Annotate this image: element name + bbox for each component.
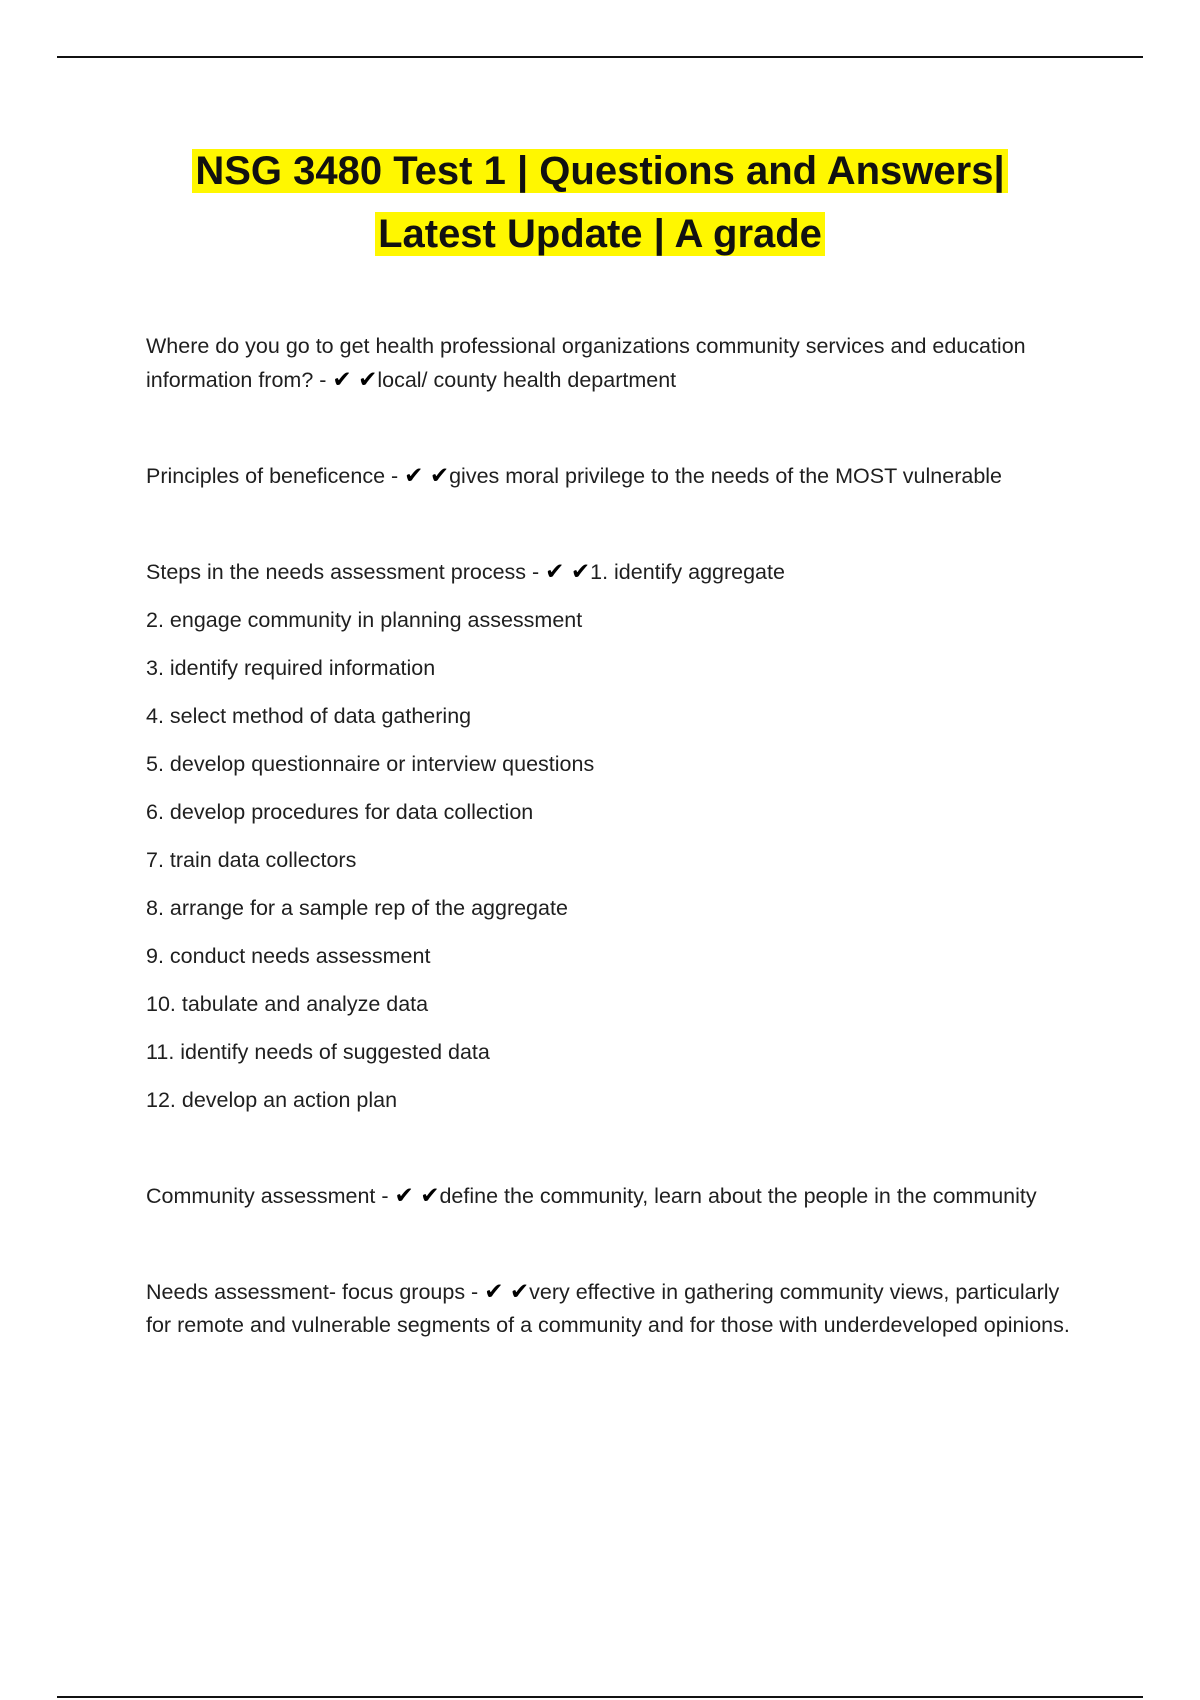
question-text: Where do you go to get health professional organizations community services and education information from? - — [146, 334, 1026, 392]
list-item: 11. identify needs of suggested data — [146, 1040, 490, 1064]
question-text: Principles of beneficence - — [146, 464, 399, 488]
page-title — [0, 140, 1200, 266]
check-mark-icon: ✔ ✔ — [545, 558, 591, 584]
list-item: 12. develop an action plan — [146, 1088, 398, 1112]
qa-item — [146, 459, 1076, 493]
list-item: 5. develop questionnaire or interview questions — [146, 752, 595, 776]
steps-list — [146, 604, 1076, 1117]
check-mark-icon: ✔ ✔ — [484, 1278, 530, 1304]
question-text: Steps in the needs assessment process - — [146, 560, 540, 584]
list-item: 6. develop procedures for data collection — [146, 800, 534, 824]
qa-item — [146, 330, 1076, 397]
answer-text: 1. identify aggregate — [590, 560, 785, 584]
list-item: 10. tabulate and analyze data — [146, 992, 429, 1016]
list-item: 3. identify required information — [146, 656, 436, 680]
check-mark-icon: ✔ ✔ — [332, 366, 378, 392]
check-mark-icon: ✔ ✔ — [394, 1182, 440, 1208]
question-text: Needs assessment- focus groups - — [146, 1280, 479, 1304]
answer-text: local/ county health department — [377, 368, 677, 392]
answer-text: define the community, learn about the people in the community — [439, 1184, 1037, 1208]
question-text: Community assessment - — [146, 1184, 389, 1208]
list-item: 4. select method of data gathering — [146, 704, 472, 728]
answer-text: very effective in gathering community views, particularly for remote and vulnerable segments of a community and for those with underdeveloped opinions. — [146, 1280, 1070, 1337]
title-line-2: Latest Update | A grade — [375, 212, 825, 256]
title-line-1: NSG 3480 Test 1 | Questions and Answers| — [192, 149, 1007, 193]
check-mark-icon: ✔ ✔ — [404, 462, 450, 488]
top-rule — [57, 56, 1143, 58]
qa-item — [146, 555, 1076, 589]
bottom-rule — [57, 1696, 1143, 1698]
list-item: 7. train data collectors — [146, 848, 357, 872]
qa-item — [146, 1275, 1076, 1342]
document-body — [146, 330, 1076, 1342]
list-item: 9. conduct needs assessment — [146, 944, 431, 968]
list-item: 8. arrange for a sample rep of the aggregate — [146, 896, 568, 920]
qa-item — [146, 1179, 1076, 1213]
list-item: 2. engage community in planning assessment — [146, 608, 583, 632]
answer-text: gives moral privilege to the needs of the MOST vulnerable — [449, 464, 1003, 488]
